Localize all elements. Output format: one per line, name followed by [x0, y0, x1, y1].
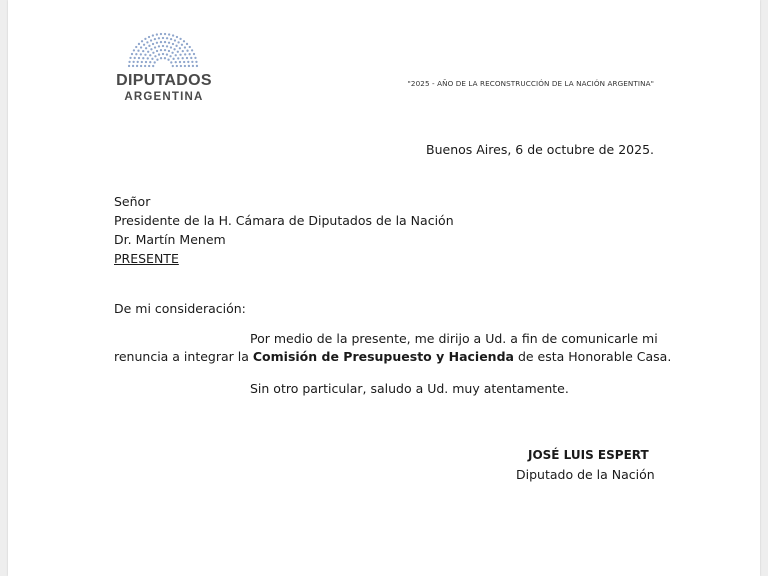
- logo-title: DIPUTADOS: [116, 72, 212, 89]
- paragraph-line-2-start: renuncia a integrar la: [114, 349, 253, 364]
- signature-title: Diputado de la Nación: [516, 467, 655, 482]
- letter-page: [8, 0, 760, 576]
- closing-line: Sin otro particular, saludo a Ud. muy atentamente.: [250, 381, 569, 396]
- recipient-name: Dr. Martín Menem: [114, 232, 226, 247]
- greeting: De mi consideración:: [114, 301, 246, 316]
- commission-name: Comisión de Presupuesto y Hacienda: [252, 349, 514, 364]
- date-line: Buenos Aires, 6 de octubre de 2025.: [426, 142, 654, 157]
- paragraph-line-2-end: de esta Honorable Casa.: [513, 349, 672, 364]
- presente-label: PRESENTE: [114, 251, 179, 266]
- year-motto: "2025 - AÑO DE LA RECONSTRUCCIÓN DE LA NACIÓN ARGENTINA": [407, 79, 654, 88]
- recipient-salutation: Señor: [114, 194, 151, 209]
- diputados-logo: [112, 28, 222, 108]
- paragraph-line-2: [114, 349, 671, 364]
- paragraph-line-1: Por medio de la presente, me dirijo a Ud. a fin de comunicarle mi: [250, 331, 658, 346]
- recipient-position: Presidente de la H. Cámara de Diputados de la Nación: [114, 213, 454, 228]
- signature-name: JOSÉ LUIS ESPERT: [528, 448, 649, 462]
- logo-subtitle: ARGENTINA: [124, 91, 204, 103]
- hemicycle-icon: [125, 30, 201, 70]
